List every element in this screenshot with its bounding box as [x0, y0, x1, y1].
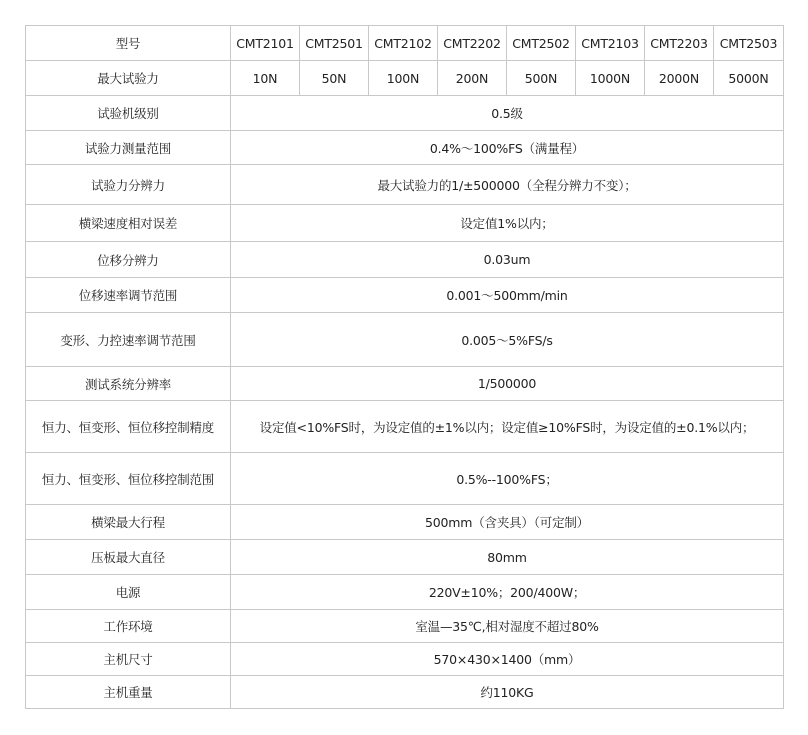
spec-row [26, 96, 784, 131]
force-cell: 10N [231, 61, 300, 96]
force-cell: 5000N [714, 61, 784, 96]
force-cell: 50N [300, 61, 369, 96]
spec-value: 0.005～5%FS/s [231, 313, 784, 367]
spec-label: 电源 [26, 575, 231, 610]
spec-label: 测试系统分辨率 [26, 367, 231, 401]
spec-row [26, 643, 784, 676]
spec-label: 变形、力控速率调节范围 [26, 313, 231, 367]
spec-row [26, 313, 784, 367]
max-force-row [26, 61, 784, 96]
spec-label: 位移速率调节范围 [26, 278, 231, 313]
model-row [26, 26, 784, 61]
spec-value: 约110KG [231, 676, 784, 709]
spec-row [26, 242, 784, 278]
spec-value: 室温—35℃,相对湿度不超过80% [231, 610, 784, 643]
spec-value: 0.5%--100%FS； [231, 453, 784, 505]
force-cell: 500N [507, 61, 576, 96]
spec-value: 80mm [231, 540, 784, 575]
max-force-label: 最大试验力 [26, 61, 231, 96]
spec-value: 0.5级 [231, 96, 784, 131]
spec-table [25, 25, 784, 709]
model-cell: CMT2102 [369, 26, 438, 61]
spec-value: 500mm（含夹具）（可定制） [231, 505, 784, 540]
model-cell: CMT2203 [645, 26, 714, 61]
spec-row [26, 205, 784, 242]
spec-row [26, 453, 784, 505]
spec-label: 主机重量 [26, 676, 231, 709]
spec-value: 220V±10%；200/400W； [231, 575, 784, 610]
force-cell: 200N [438, 61, 507, 96]
spec-row [26, 610, 784, 643]
spec-row [26, 540, 784, 575]
spec-label: 试验机级别 [26, 96, 231, 131]
model-cell: CMT2503 [714, 26, 784, 61]
force-cell: 1000N [576, 61, 645, 96]
spec-value: 0.001～500mm/min [231, 278, 784, 313]
spec-row [26, 131, 784, 165]
spec-label: 工作环境 [26, 610, 231, 643]
force-cell: 2000N [645, 61, 714, 96]
model-cell: CMT2501 [300, 26, 369, 61]
spec-row [26, 165, 784, 205]
model-cell: CMT2101 [231, 26, 300, 61]
model-cell: CMT2103 [576, 26, 645, 61]
spec-value: 570×430×1400（mm） [231, 643, 784, 676]
spec-row [26, 676, 784, 709]
spec-row [26, 367, 784, 401]
spec-value: 设定值1%以内； [231, 205, 784, 242]
spec-label: 压板最大直径 [26, 540, 231, 575]
spec-value: 最大试验力的1/±500000（全程分辨力不变）； [231, 165, 784, 205]
spec-label: 位移分辨力 [26, 242, 231, 278]
spec-label: 主机尺寸 [26, 643, 231, 676]
spec-label: 恒力、恒变形、恒位移控制精度 [26, 401, 231, 453]
spec-row [26, 575, 784, 610]
spec-label: 试验力分辨力 [26, 165, 231, 205]
spec-label: 横梁最大行程 [26, 505, 231, 540]
spec-row [26, 401, 784, 453]
model-cell: CMT2502 [507, 26, 576, 61]
force-cell: 100N [369, 61, 438, 96]
spec-label: 恒力、恒变形、恒位移控制范围 [26, 453, 231, 505]
spec-label: 横梁速度相对误差 [26, 205, 231, 242]
model-cell: CMT2202 [438, 26, 507, 61]
spec-value: 0.03um [231, 242, 784, 278]
model-label: 型号 [26, 26, 231, 61]
spec-row [26, 278, 784, 313]
spec-value: 设定值<10%FS时，为设定值的±1%以内；设定值≥10%FS时，为设定值的±0.1%以内； [231, 401, 784, 453]
spec-value: 1/500000 [231, 367, 784, 401]
spec-label: 试验力测量范围 [26, 131, 231, 165]
spec-value: 0.4%～100%FS（满量程） [231, 131, 784, 165]
spec-row [26, 505, 784, 540]
